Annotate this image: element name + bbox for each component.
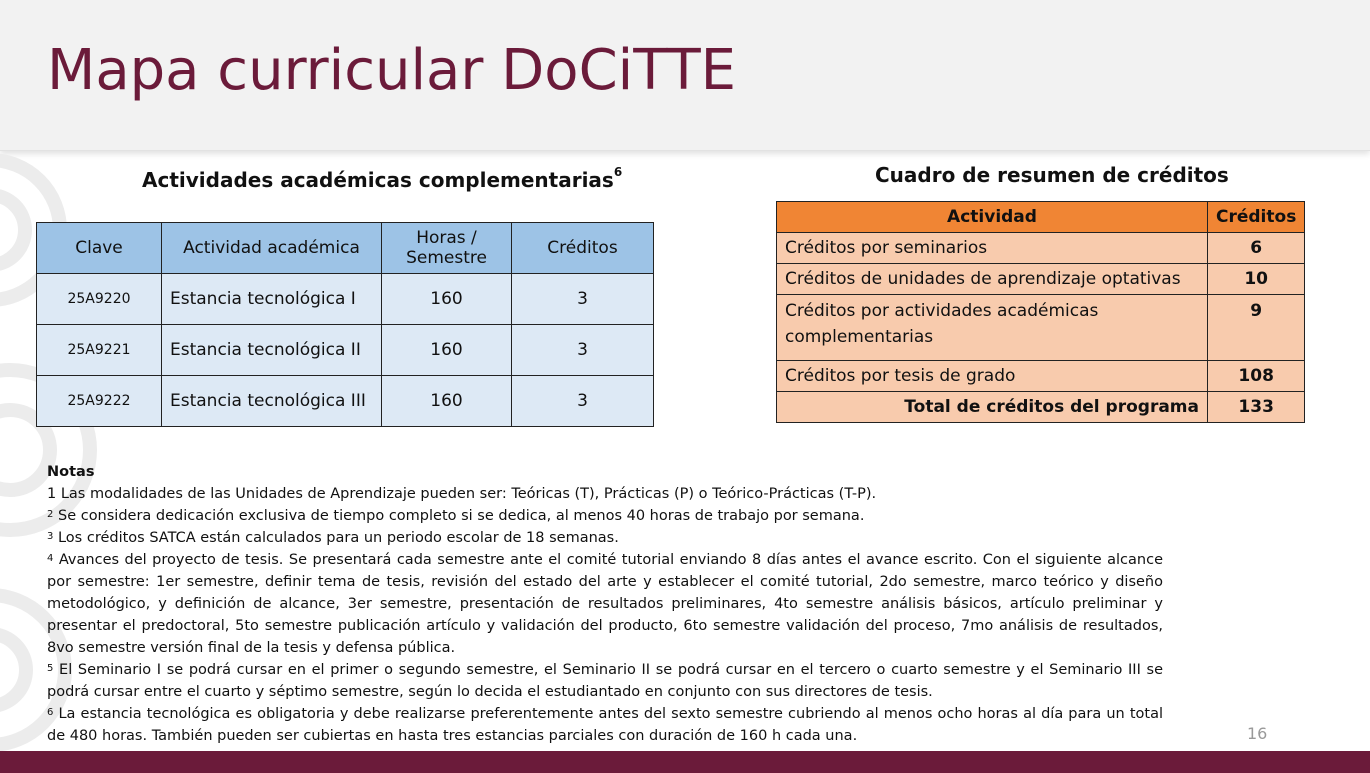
cell-actividad-line1: Créditos por actividades académicas (785, 301, 1099, 321)
column-header-actividad: Actividad académica (162, 223, 382, 274)
total-label: Total de créditos del programa (777, 392, 1208, 423)
note-6-marker: 6 (47, 707, 54, 718)
column-header-horas (382, 223, 512, 274)
table-row (37, 325, 654, 376)
note-2-text: Se considera dedicación exclusiva de tiempo completo si se dedica, al menos 40 horas de trabajo por semana. (53, 508, 865, 524)
cell-actividad: Créditos de unidades de aprendizaje optativas (777, 264, 1208, 295)
cell-creditos: 6 (1208, 233, 1305, 264)
cell-clave: 25A9222 (37, 376, 162, 427)
table-header-row (777, 202, 1305, 233)
note-5-text: El Seminario I se podrá cursar en el primer o segundo semestre, el Seminario II se podrá cursar en el tercero o cuarto semestre y el Seminario III se podrá cursar entre el cuarto y séptimo semestre, según lo decida el estudiantado en conjunto con sus directores de tesis. (47, 662, 1163, 700)
complementary-activities-title-text: Actividades académicas complementarias (142, 168, 614, 192)
table-row (777, 295, 1305, 361)
note-4 (47, 549, 1163, 659)
cell-horas: 160 (382, 376, 512, 427)
cell-clave: 25A9220 (37, 274, 162, 325)
page-number: 16 (1247, 724, 1268, 743)
total-row (777, 392, 1305, 423)
table-row (37, 274, 654, 325)
note-4-marker: 4 (47, 553, 54, 564)
complementary-activities-table (36, 222, 654, 427)
column-header-creditos: Créditos (1208, 202, 1305, 233)
cell-creditos: 3 (512, 376, 654, 427)
cell-horas: 160 (382, 325, 512, 376)
cell-actividad: Estancia tecnológica III (162, 376, 382, 427)
note-4-text: Avances del proyecto de tesis. Se presentará cada semestre ante el comité tutorial enviando 8 días antes el avance escrito. Con el siguiente alcance por semestre: 1er semestre, definir tema de tesis, revisión del estado del arte y establecer el comité tutorial, 2do semestre, marco teórico y diseño metodológico, y definición de alcance, 3er semestre, presentación de resultados preliminares, 4to semestre análisis básicos, artículo preliminar y presentar el predoctoral, 5to semestre publicación artículo y validación del producto, 6to semestre validación del proceso, 7mo análisis de resultados, 8vo semestre versión final de la tesis y defensa pública. (47, 552, 1163, 656)
note-3-marker: 3 (47, 531, 54, 542)
column-header-creditos: Créditos (512, 223, 654, 274)
column-header-horas-line2: Semestre (406, 248, 487, 268)
cell-actividad: Créditos por tesis de grado (777, 361, 1208, 392)
column-header-clave: Clave (37, 223, 162, 274)
note-2-marker: 2 (47, 509, 54, 520)
table-row (777, 361, 1305, 392)
credits-summary-table (776, 201, 1305, 423)
cell-creditos: 3 (512, 274, 654, 325)
cell-actividad: Estancia tecnológica II (162, 325, 382, 376)
note-5 (47, 659, 1163, 703)
note-3-text: Los créditos SATCA están calculados para un periodo escolar de 18 semanas. (53, 530, 619, 546)
table-row (777, 233, 1305, 264)
column-header-actividad: Actividad (777, 202, 1208, 233)
cell-actividad (777, 295, 1208, 361)
note-5-marker: 5 (47, 663, 54, 674)
note-3 (47, 527, 1163, 549)
credits-summary-title: Cuadro de resumen de créditos (875, 163, 1229, 187)
total-creditos: 133 (1208, 392, 1305, 423)
note-2 (47, 505, 1163, 527)
cell-creditos: 108 (1208, 361, 1305, 392)
cell-actividad-line2: complementarias (785, 327, 934, 347)
cell-horas: 160 (382, 274, 512, 325)
cell-creditos: 10 (1208, 264, 1305, 295)
note-1: 1 Las modalidades de las Unidades de Aprendizaje pueden ser: Teóricas (T), Prácticas (P) o Teórico-Prácticas (T-P). (47, 486, 877, 502)
footer-bar (0, 751, 1370, 773)
slide-header (0, 0, 1370, 151)
notes-section (47, 461, 1163, 747)
notes-heading: Notas (47, 464, 95, 480)
cell-actividad: Estancia tecnológica I (162, 274, 382, 325)
cell-creditos: 3 (512, 325, 654, 376)
cell-clave: 25A9221 (37, 325, 162, 376)
cell-actividad: Créditos por seminarios (777, 233, 1208, 264)
footnote-marker: 6 (613, 165, 623, 179)
column-header-horas-line1: Horas / (416, 228, 477, 248)
complementary-activities-title (142, 165, 623, 192)
note-6 (47, 703, 1163, 747)
slide-title: Mapa curricular DoCiTTE (47, 38, 737, 103)
table-row (37, 376, 654, 427)
table-row (777, 264, 1305, 295)
table-header-row (37, 223, 654, 274)
note-6-text: La estancia tecnológica es obligatoria y debe realizarse preferentemente antes del sexto semestre cubriendo al menos ocho horas al día para un total de 480 horas. También pueden ser cubiertas en hasta tres estancias parciales con duración de 160 h cada una. (47, 706, 1163, 744)
cell-creditos: 9 (1208, 295, 1305, 361)
